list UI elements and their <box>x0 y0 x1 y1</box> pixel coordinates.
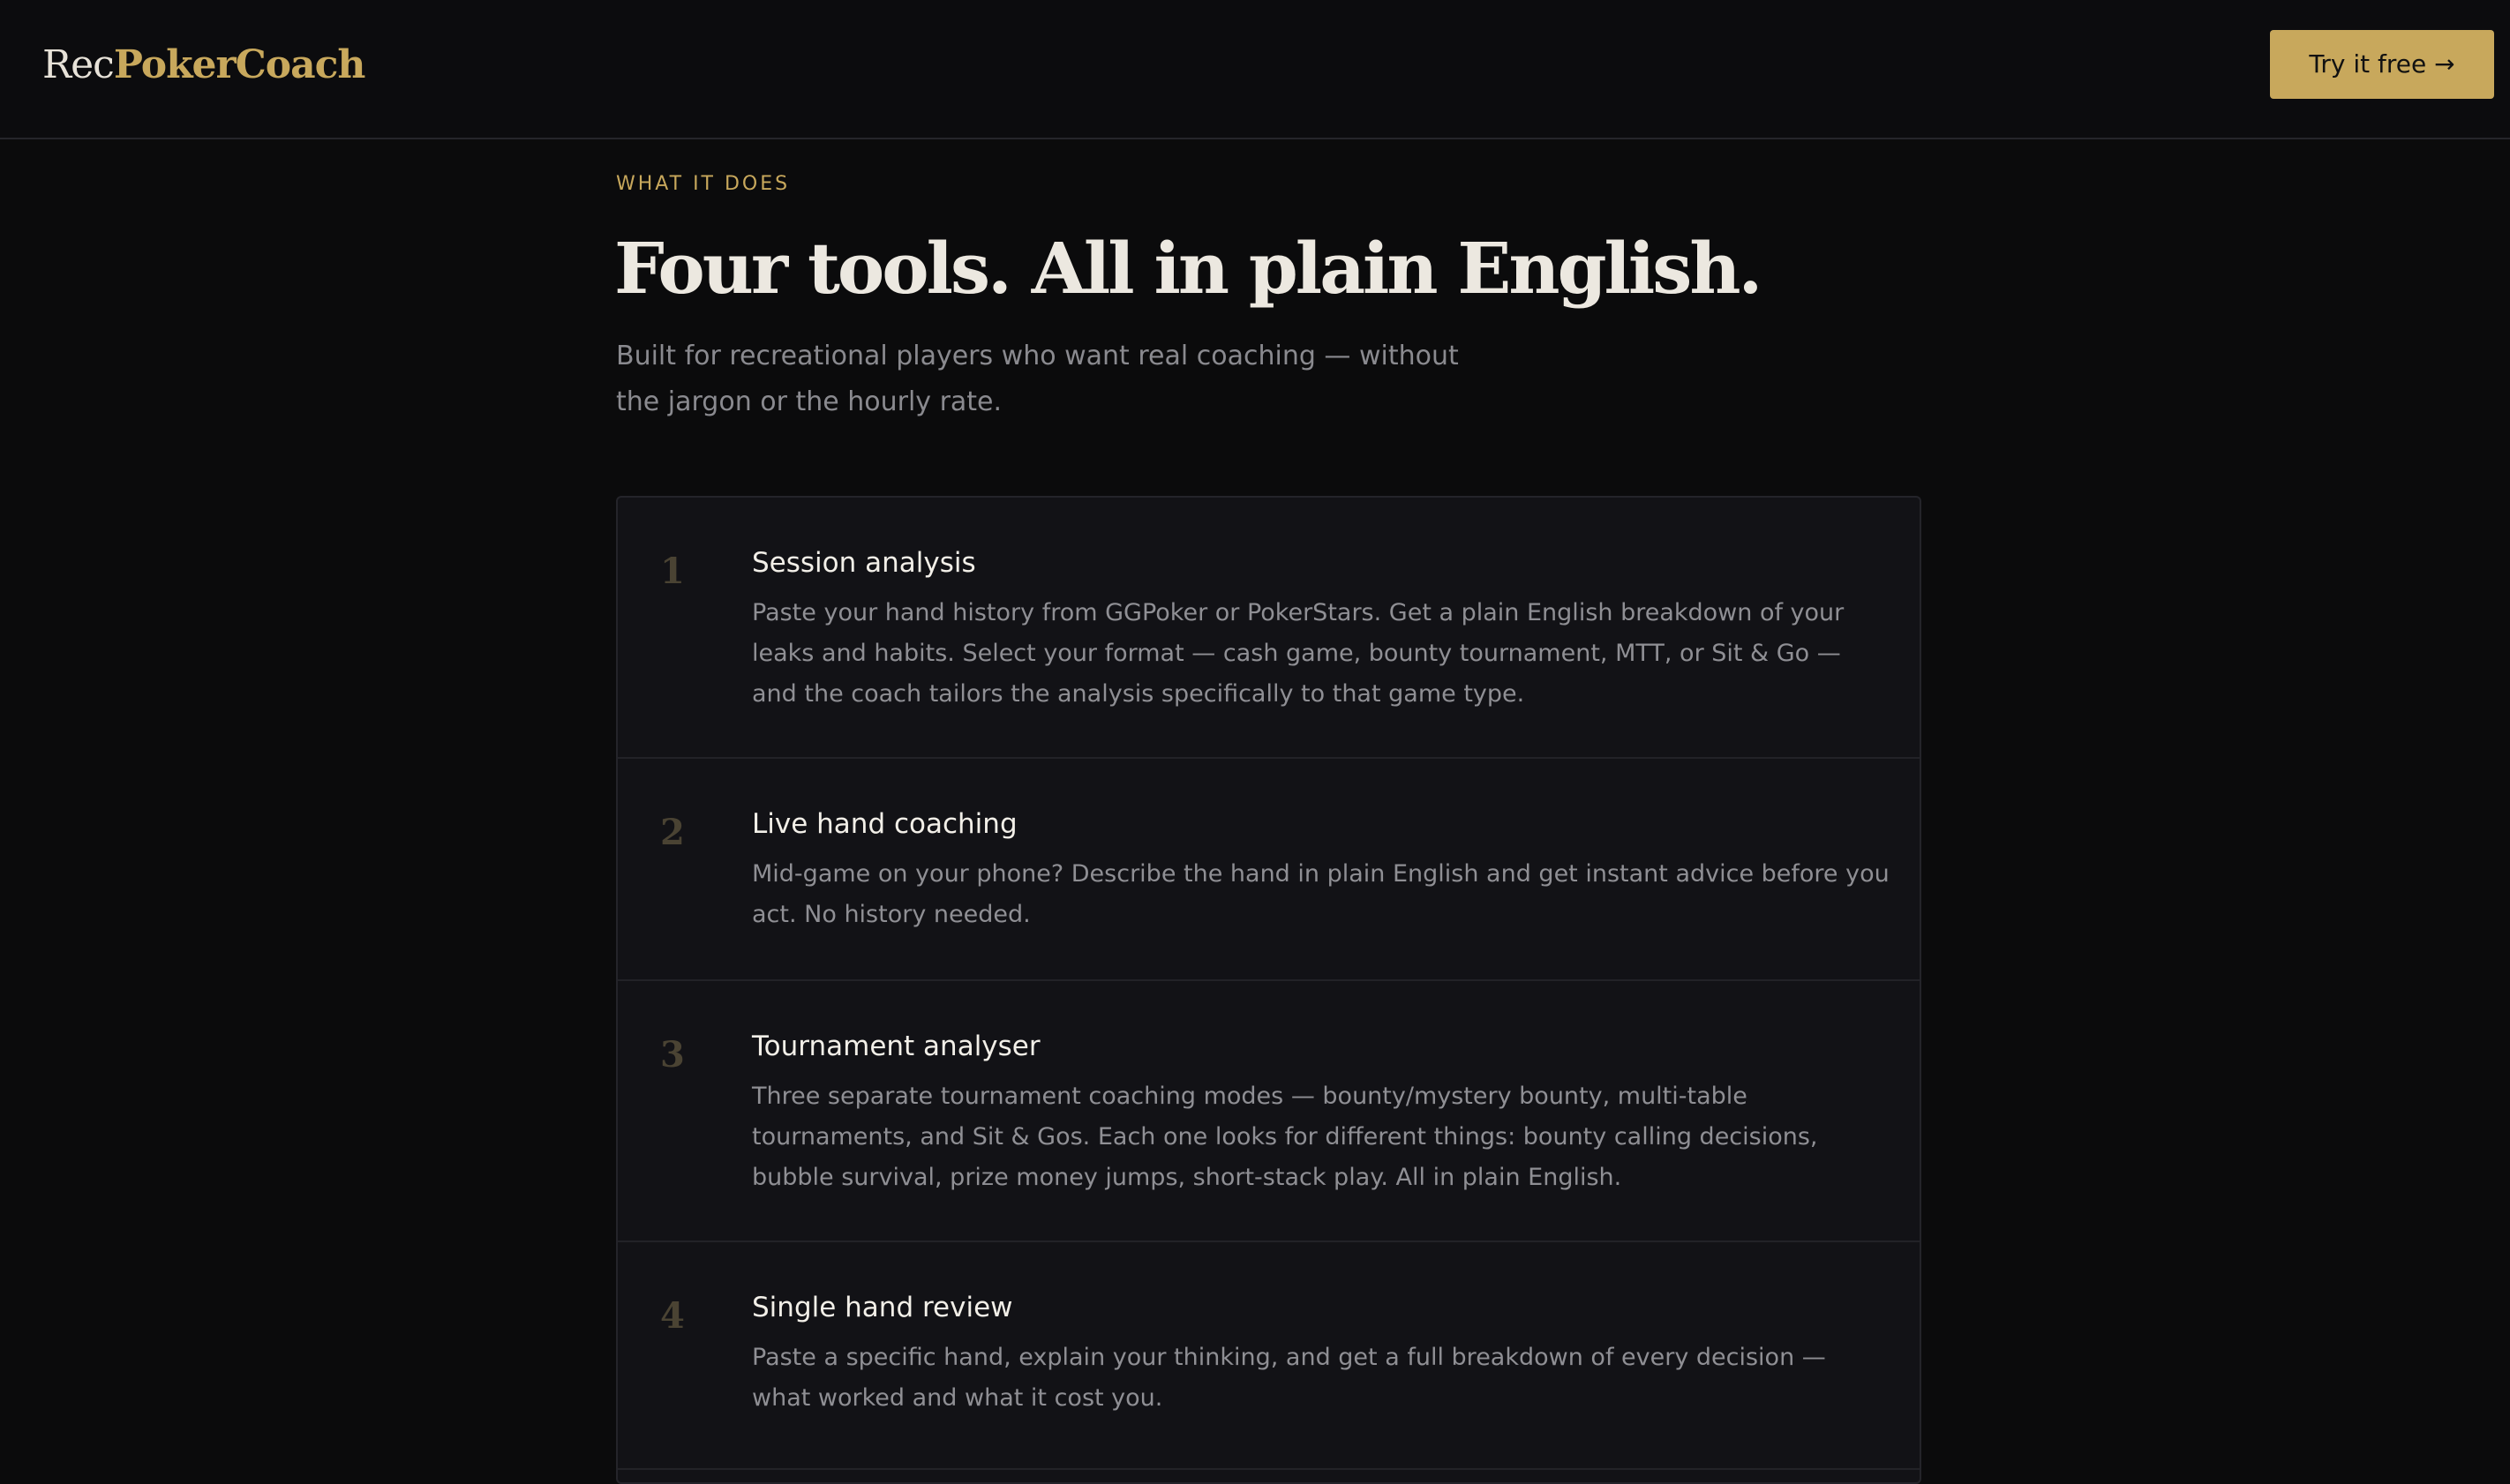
feature-title: Tournament analyser <box>752 1031 1041 1062</box>
feature-description: Paste a specific hand, explain your thinking, and get a full breakdown of every decision — what worked and what it cost you. <box>752 1344 1826 1412</box>
feature-title: Live hand coaching <box>752 808 1018 840</box>
try-it-free-button[interactable]: Try it free → <box>2270 30 2494 99</box>
feature-number: 1 <box>660 551 685 592</box>
feature-description: Paste your hand history from GGPoker or PokerStars. Get a plain English breakdown of your leaks and habits. Select your format — cash game, bounty tournament, MTT, or Sit & Go — and the coach tailors the analysis specifically to that game type. <box>752 599 1845 708</box>
top-nav-bar <box>0 0 2510 139</box>
section-title: Four tools. All in plain English. <box>614 227 1761 310</box>
site-logo[interactable] <box>42 41 364 90</box>
feature-description: Three separate tournament coaching modes — bounty/mystery bounty, multi-table tournaments, and Sit & Gos. Each one looks for different things: bounty calling decisions, bubble survival, prize money jumps, short-stack play. All in plain English. <box>752 1083 1818 1191</box>
logo-text-rec: Rec <box>42 42 114 87</box>
section-subtitle: Built for recreational players who want real coaching — without the jargon or the hourly rate. <box>616 341 1459 417</box>
features-list <box>616 496 1921 1484</box>
section-eyebrow: WHAT IT DOES <box>616 173 791 195</box>
feature-title: Single hand review <box>752 1292 1013 1323</box>
feature-tournament-analyser <box>618 981 1920 1242</box>
feature-number: 4 <box>660 1295 685 1337</box>
feature-title: Session analysis <box>752 547 976 579</box>
feature-description: Mid-game on your phone? Describe the hand in plain English and get instant advice before you act. No history needed. <box>752 860 1890 928</box>
feature-live-hand-coaching <box>618 759 1920 981</box>
feature-number: 2 <box>660 812 685 853</box>
feature-number: 3 <box>660 1034 685 1076</box>
logo-text-pokercoach: PokerCoach <box>113 42 365 87</box>
feature-single-hand-review <box>618 1242 1920 1470</box>
feature-session-analysis <box>618 498 1920 759</box>
